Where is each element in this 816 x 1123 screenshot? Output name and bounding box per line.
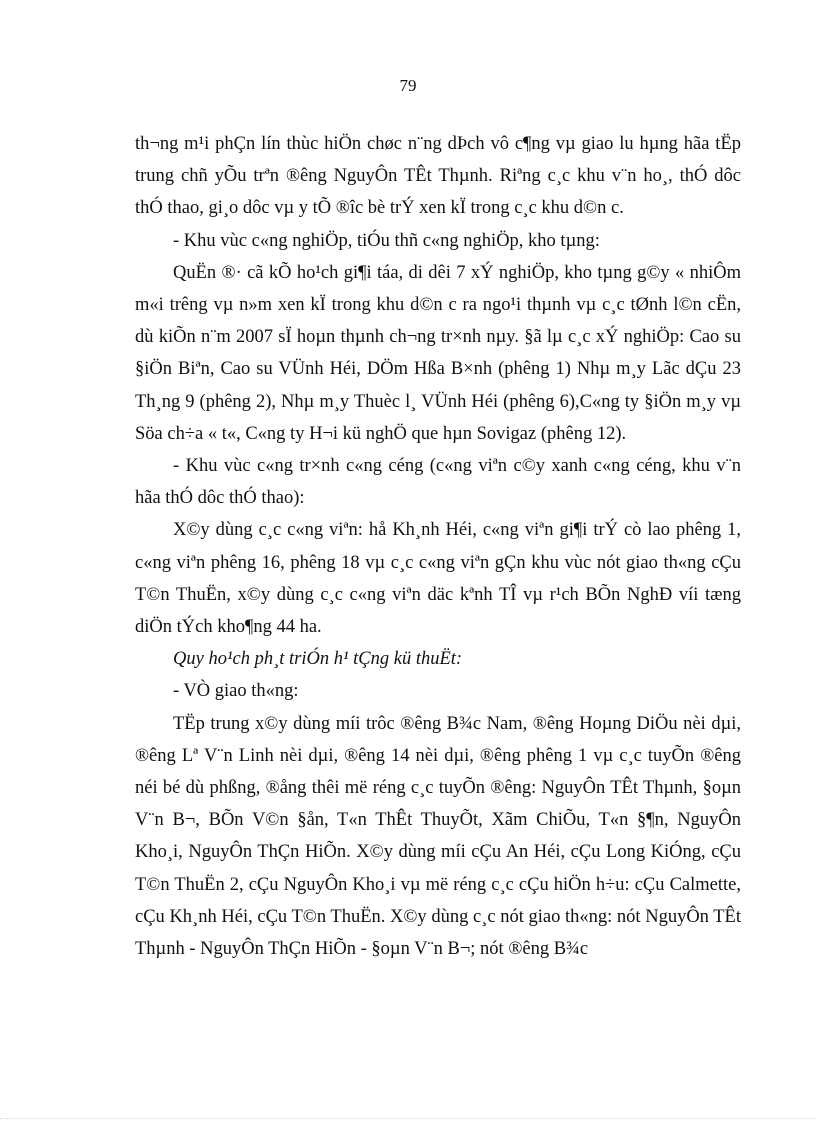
section-heading: Quy ho¹ch ph¸t triÓn h¹ tÇng kü thuËt: bbox=[173, 649, 463, 670]
list-heading: - Khu vùc c«ng tr×nh c«ng céng (c«ng viªn c©y xanh c«ng céng, khu v¨n hãa thÓ dôc thÓ thao): bbox=[135, 456, 741, 509]
body-text bbox=[135, 128, 741, 965]
paragraph: X©y dùng c¸c c«ng viªn: hå Kh¸nh Héi, c«ng viªn gi¶i trÝ cò lao phêng 1, c«ng viªn phêng 16, phêng 18 vµ c¸c c«ng viªn gÇn khu vùc nót giao th«ng cÇu T©n ThuËn, x©y dùng c¸c c«ng viªn däc kªnh TÎ vµ r¹ch BÕn NghÐ víi tæng diÖn tÝch kho¶ng 44 ha. bbox=[135, 520, 741, 638]
paragraph: TËp trung x©y dùng míi trôc ®êng B¾c Nam, ®êng Hoµng DiÖu nèi dµi, ®êng Lª V¨n Linh nèi dµi, ®êng 14 nèi dµi, ®êng phêng 1 vµ c¸c tuyÕn ®êng néi bé dù phßng, ®ång thêi më réng c¸c tuyÕn ®êng: NguyÔn TÊt Thµnh, §oµn V¨n B¬, BÕn V©n §ån, T«n ThÊt ThuyÕt, Xãm ChiÕu, T«n §¶n, NguyÔn Kho¸i, NguyÔn ThÇn HiÕn. X©y dùng míi cÇu An Héi, cÇu Long KiÓng, cÇu T©n ThuËn 2, cÇu NguyÔn Kho¸i vµ më réng c¸c cÇu hiÖn h÷u: cÇu Calmette, cÇu Kh¸nh Héi, cÇu T©n ThuËn. X©y dùng c¸c nót giao th«ng: nót NguyÔn TÊt Thµnh - NguyÔn ThÇn HiÕn - §oµn V¨n B¬; nót ®êng B¾c bbox=[135, 713, 741, 960]
bottom-divider bbox=[0, 1118, 816, 1119]
paragraph: QuËn ®· cã kÕ ho¹ch gi¶i táa, di dêi 7 xÝ nghiÖp, kho tµng g©y « nhiÔm m«i trêng vµ n»m xen kÏ trong khu d©n c ra ngo¹i thµnh vµ c¸c tØnh l©n cËn, dù kiÕn n¨m 2007 sÏ hoµn thµnh ch¬ng tr×nh nµy. §ã lµ c¸c xÝ nghiÖp: Cao su §iÖn Biªn, Cao su VÜnh Héi, DÖm Hßa B×nh (phêng 1) Nhµ m¸y Lãc dÇu 23 Th¸ng 9 (phêng 2), Nhµ m¸y Thuèc l¸ VÜnh Héi (phêng 6),C«ng ty §iÖn m¸y vµ Söa ch÷a « t«, C«ng ty H¬i kü nghÖ que hµn Sovigaz (phêng 12). bbox=[135, 262, 741, 444]
page-number: 79 bbox=[399, 76, 417, 95]
list-heading: - Khu vùc c«ng nghiÖp, tiÓu thñ c«ng nghiÖp, kho tµng: bbox=[173, 230, 600, 251]
paragraph: th¬ng m¹i phÇn lín thùc hiÖn chøc n¨ng dÞch vô c¶ng vµ giao lu hµng hãa tËp trung chñ yÕu trªn ®êng NguyÔn TÊt Thµnh. Riªng c¸c khu v¨n ho¸, thÓ dôc thÓ thao, gi¸o dôc vµ y tÕ ®îc bè trÝ xen kÏ trong c¸c khu d©n c. bbox=[135, 134, 741, 219]
list-heading: - VÒ giao th«ng: bbox=[173, 681, 299, 702]
